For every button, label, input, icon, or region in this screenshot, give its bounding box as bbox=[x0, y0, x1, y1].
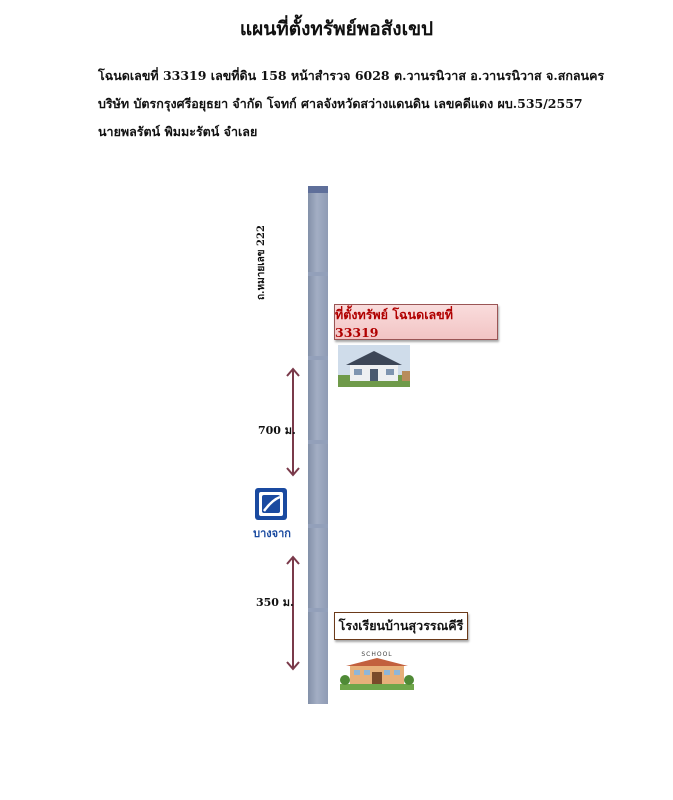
house-icon bbox=[338, 345, 410, 387]
defendant-line: นายพลรัตน์ พิมมะรัตน์ จำเลย bbox=[98, 124, 258, 139]
road-band bbox=[308, 440, 328, 444]
road-label: ถ.หมายเลข 222 bbox=[256, 225, 267, 300]
distance-arrow bbox=[284, 554, 302, 672]
school-label: โรงเรียนบ้านสุวรรณคีรี bbox=[338, 618, 464, 633]
highway-222-road bbox=[308, 186, 328, 704]
road-band bbox=[308, 272, 328, 276]
distance-label-350: 350 ม. bbox=[256, 596, 294, 609]
page-title: แผนที่ตั้งทรัพย์พอสังเขป bbox=[239, 18, 434, 40]
bangchak-logo-icon bbox=[250, 486, 294, 524]
landmark-label: บางจาก bbox=[253, 527, 291, 540]
property-callout bbox=[334, 304, 498, 340]
school-sign: SCHOOL bbox=[361, 651, 393, 658]
school-icon bbox=[340, 648, 414, 690]
school-callout bbox=[334, 612, 468, 640]
road-band bbox=[308, 524, 328, 528]
road-band bbox=[308, 608, 328, 612]
case-info-line: บริษัท บัตรกรุงศรีอยุธยา จำกัด โจทก์ ศาลจังหวัดสว่างแดนดิน เลขคดีแดง ผบ.535/2557 bbox=[98, 96, 583, 111]
bangchak-landmark bbox=[250, 486, 294, 542]
distance-label-700: 700 ม. bbox=[258, 424, 296, 437]
property-label: ที่ตั้งทรัพย์ โฉนดเลขที่ 33319 bbox=[335, 306, 453, 340]
deed-info-line: โฉนดเลขที่ 33319 เลขที่ดิน 158 หน้าสำรวจ 6028 ต.วานรนิวาส อ.วานรนิวาส จ.สกลนคร bbox=[98, 68, 605, 83]
road-band bbox=[308, 356, 328, 360]
